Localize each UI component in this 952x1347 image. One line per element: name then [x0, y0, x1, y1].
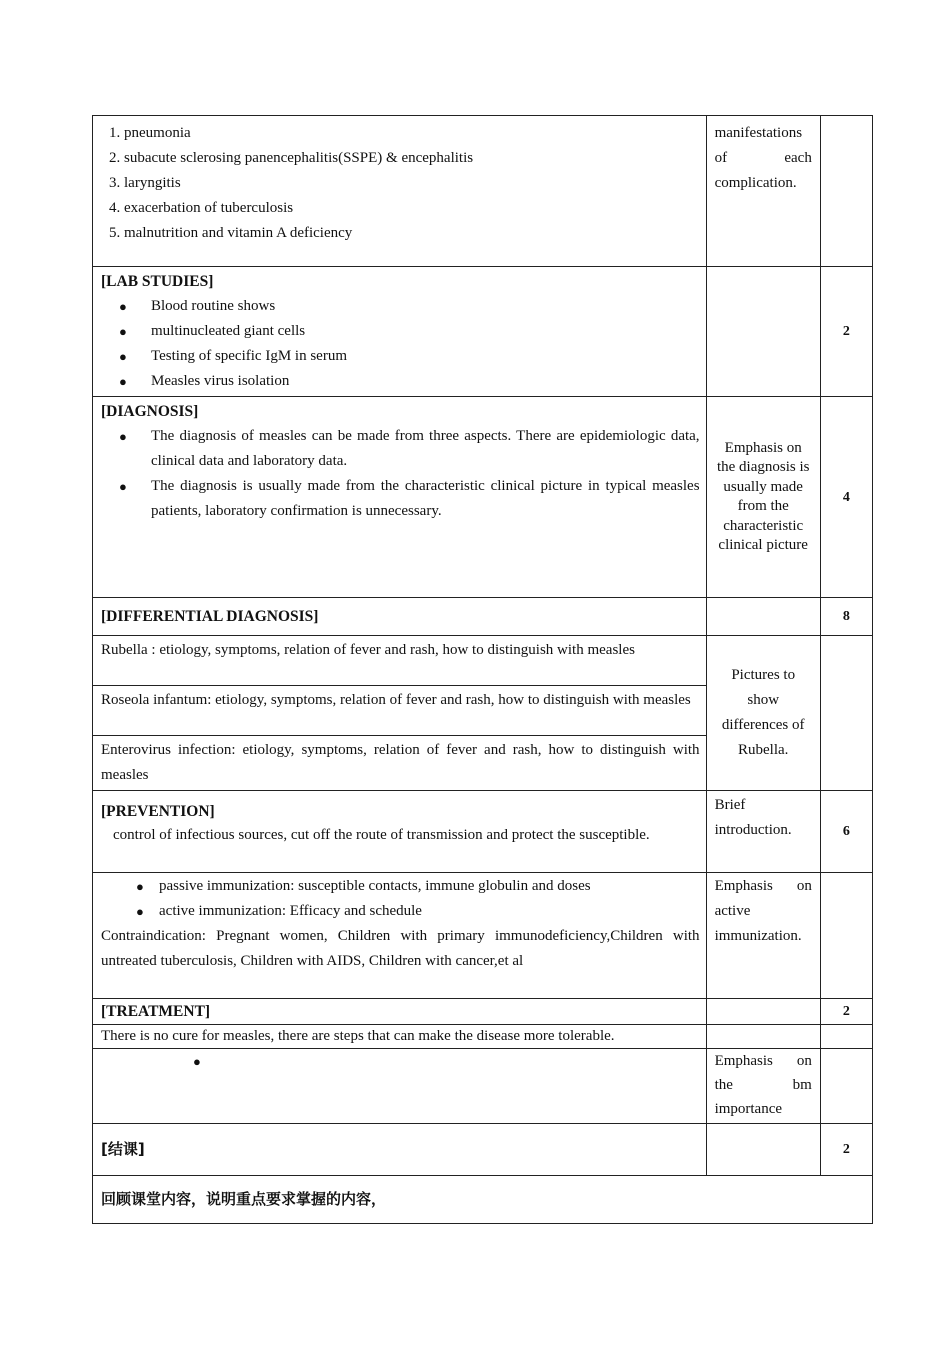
lab-list	[101, 294, 700, 394]
list-item: ● Measles virus isolation	[101, 369, 700, 394]
differential-heading-row	[93, 598, 873, 636]
prevention-row	[93, 791, 873, 873]
section-heading: [TREATMENT]	[101, 1002, 211, 1020]
list-item: ● The diagnosis of measles can be made from three aspects. There are epidemiologic data, clinical data and laboratory data.	[101, 424, 700, 474]
list-item: ● active immunization: Efficacy and schedule	[101, 899, 700, 924]
differential-item: Rubella : etiology, symptoms, relation of fever and rash, how to distinguish with measles	[101, 642, 635, 658]
lab-studies-row	[93, 267, 873, 397]
hours-cell: 2	[820, 267, 872, 397]
treatment-text: There is no cure for measles, there are steps that can make the disease more tolerable.	[101, 1028, 615, 1044]
section-heading: [结课]	[101, 1140, 145, 1158]
complications-row	[93, 116, 873, 267]
immunization-list	[101, 874, 700, 924]
list-item: ● passive immunization: susceptible contacts, immune globulin and doses	[101, 874, 700, 899]
list-item: ● The diagnosis is usually made from the characteristic clinical picture in typical measles patients, laboratory confirmation is unnecessary.	[101, 474, 700, 524]
section-heading: [DIAGNOSIS]	[101, 403, 199, 420]
differential-row	[93, 636, 873, 686]
complications-list	[101, 121, 700, 246]
lesson-plan-document	[92, 115, 873, 1224]
bullet-icon: ●	[193, 1054, 201, 1069]
teaching-note: Emphasis on the bm importance	[714, 1053, 812, 1117]
list-item: ● Blood routine shows	[101, 294, 700, 319]
teaching-note: Emphasis on active immunization.	[714, 878, 812, 944]
treatment-text-row	[93, 1025, 873, 1049]
section-heading: [DIFFERENTIAL DIAGNOSIS]	[101, 608, 319, 625]
diagnosis-row	[93, 397, 873, 598]
closing-summary-row	[93, 1176, 873, 1224]
teaching-note: Pictures to show differences of Rubella.	[721, 667, 805, 758]
treatment-heading-row	[93, 999, 873, 1025]
hours-cell: 4	[820, 397, 872, 598]
hours-cell: 2	[820, 999, 872, 1025]
closing-row	[93, 1124, 873, 1176]
treatment-note-row	[93, 1049, 873, 1124]
teaching-note: Emphasis on the diagnosis is usually made from the characteristic clinical picture	[716, 439, 810, 553]
lesson-plan-table	[92, 115, 873, 1224]
teaching-note: Brief introduction.	[714, 797, 792, 838]
differential-item: Enterovirus infection: etiology, symptoms, relation of fever and rash, how to distinguish with measles	[101, 742, 700, 783]
list-item: 1. pneumonia	[124, 121, 700, 146]
closing-text: 回顾课堂内容，说明重点要求掌握的内容，	[101, 1190, 387, 1208]
immunization-row	[93, 873, 873, 999]
hours-cell: 6	[820, 791, 872, 873]
list-item: 5. malnutrition and vitamin A deficiency	[124, 221, 700, 246]
hours-cell: 2	[820, 1124, 872, 1176]
diagnosis-list	[101, 424, 700, 524]
section-heading: [LAB STUDIES]	[101, 273, 214, 290]
differential-item: Roseola infantum: etiology, symptoms, relation of fever and rash, how to distinguish with measles	[101, 692, 691, 708]
list-item: 2. subacute sclerosing panencephalitis(SSPE) & encephalitis	[124, 146, 700, 171]
list-item: 3. laryngitis	[124, 171, 700, 196]
list-item: ● Testing of specific IgM in serum	[101, 344, 700, 369]
section-heading: [PREVENTION]	[101, 803, 215, 820]
list-item: ● multinucleated giant cells	[101, 319, 700, 344]
prevention-text: control of infectious sources, cut off the route of transmission and protect the susceptible.	[113, 827, 650, 843]
list-item: 4. exacerbation of tuberculosis	[124, 196, 700, 221]
hours-cell: 8	[820, 598, 872, 636]
contraindication-text: Contraindication: Pregnant women, Children with primary immunodeficiency,Children with untreated tuberculosis, Children with AIDS, Children with cancer,et al	[101, 928, 700, 969]
teaching-note: manifestations of each complication.	[714, 125, 812, 191]
